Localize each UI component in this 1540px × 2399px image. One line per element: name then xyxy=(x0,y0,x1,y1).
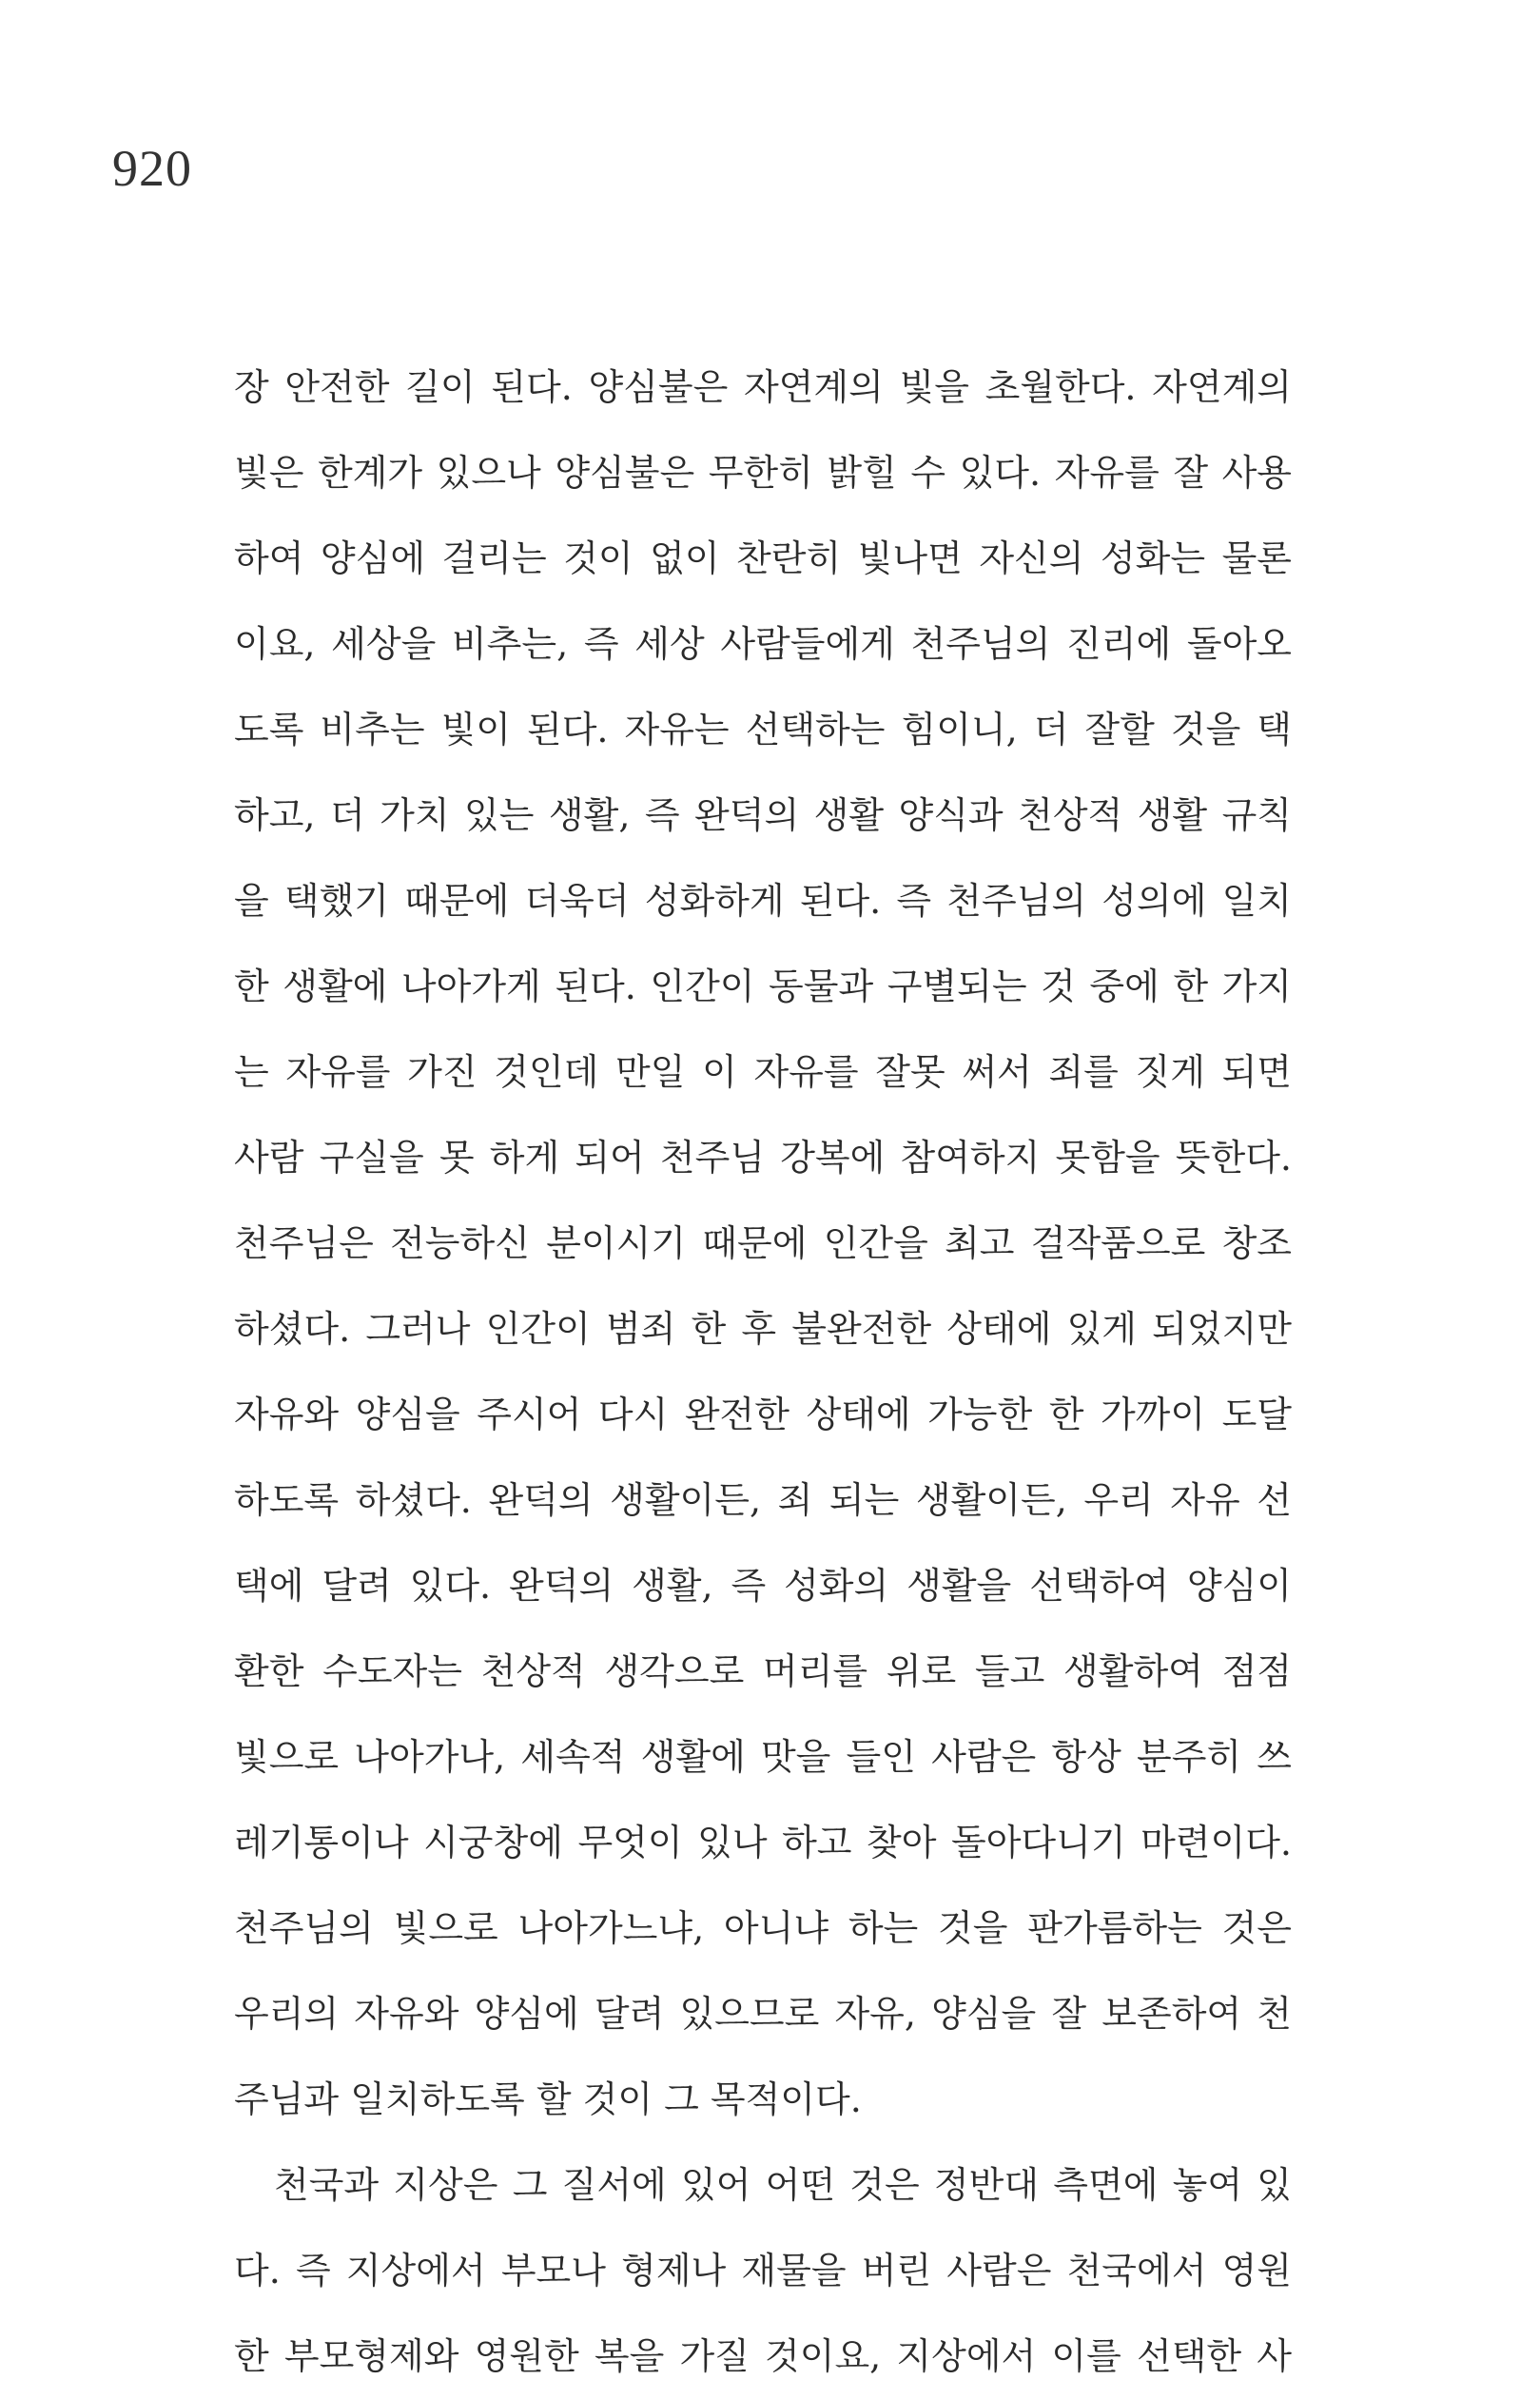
text-line: 다. 즉 지상에서 부모나 형제나 재물을 버린 사람은 천국에서 영원 xyxy=(234,2250,1292,2292)
text-line: 빛은 한계가 있으나 양심불은 무한히 밝힐 수 있다. 자유를 잘 사용 xyxy=(234,452,1292,494)
text-line: 한 생활에 나아가게 된다. 인간이 동물과 구별되는 것 중에 한 가지 xyxy=(234,965,1292,1007)
text-line: 는 자유를 가진 것인데 만일 이 자유를 잘못 써서 죄를 짓게 되면 xyxy=(234,1051,1292,1093)
text-line: 하셨다. 그러나 인간이 범죄 한 후 불완전한 상태에 있게 되었지만 xyxy=(234,1308,1292,1350)
text-line: 한 부모형제와 영원한 복을 가질 것이요, 지상에서 이를 선택한 사 xyxy=(234,2335,1292,2377)
text-line: 도록 비추는 빛이 된다. 자유는 선택하는 힘이니, 더 잘할 것을 택 xyxy=(234,709,1292,751)
text-line: 천주님은 전능하신 분이시기 때문에 인간을 최고 걸작품으로 창조 xyxy=(234,1222,1292,1264)
text-line: 레기통이나 시궁창에 무엇이 있나 하고 찾아 돌아다니기 마련이다. xyxy=(234,1822,1292,1863)
text-line: 환한 수도자는 천상적 생각으로 머리를 위로 들고 생활하여 점점 xyxy=(234,1650,1292,1692)
text-line: 을 택했기 때문에 더욱더 성화하게 된다. 즉 천주님의 성의에 일치 xyxy=(234,880,1292,922)
page-number: 920 xyxy=(112,140,192,197)
text-line: 이요, 세상을 비추는, 즉 세상 사람들에게 천주님의 진리에 돌아오 xyxy=(234,623,1292,665)
body-text xyxy=(234,344,1292,2399)
text-line: 하여 양심에 걸리는 것이 없이 찬란히 빛나면 자신의 성화는 물론 xyxy=(234,537,1292,579)
text-line: 우리의 자유와 양심에 달려 있으므로 자유, 양심을 잘 보존하여 천 xyxy=(234,1993,1292,2035)
text-line: 장 안전한 길이 된다. 양심불은 자연계의 빛을 초월한다. 자연계의 xyxy=(234,366,1292,408)
text-line: 자유와 양심을 주시어 다시 완전한 상태에 가능한 한 가까이 도달 xyxy=(234,1394,1292,1435)
text-line: 빛으로 나아가나, 세속적 생활에 맛을 들인 사람은 항상 분주히 쓰 xyxy=(234,1736,1292,1778)
text-line: 하고, 더 가치 있는 생활, 즉 완덕의 생활 양식과 천상적 생활 규칙 xyxy=(234,794,1292,836)
text-line: 천주님의 빛으로 나아가느냐, 아니냐 하는 것을 판가름하는 것은 xyxy=(234,1907,1292,1949)
text-line: 천국과 지상은 그 질서에 있어 어떤 것은 정반대 측면에 놓여 있 xyxy=(274,2164,1292,2206)
text-line: 택에 달려 있다. 완덕의 생활, 즉 성화의 생활을 선택하여 양심이 xyxy=(234,1565,1292,1607)
text-line: 주님과 일치하도록 할 것이 그 목적이다. xyxy=(234,2078,862,2120)
text-line: 사람 구실을 못 하게 되어 천주님 강복에 참여하지 못함을 뜻한다. xyxy=(234,1137,1292,1179)
text-line: 하도록 하셨다. 완덕의 생활이든, 죄 되는 생활이든, 우리 자유 선 xyxy=(234,1479,1292,1521)
